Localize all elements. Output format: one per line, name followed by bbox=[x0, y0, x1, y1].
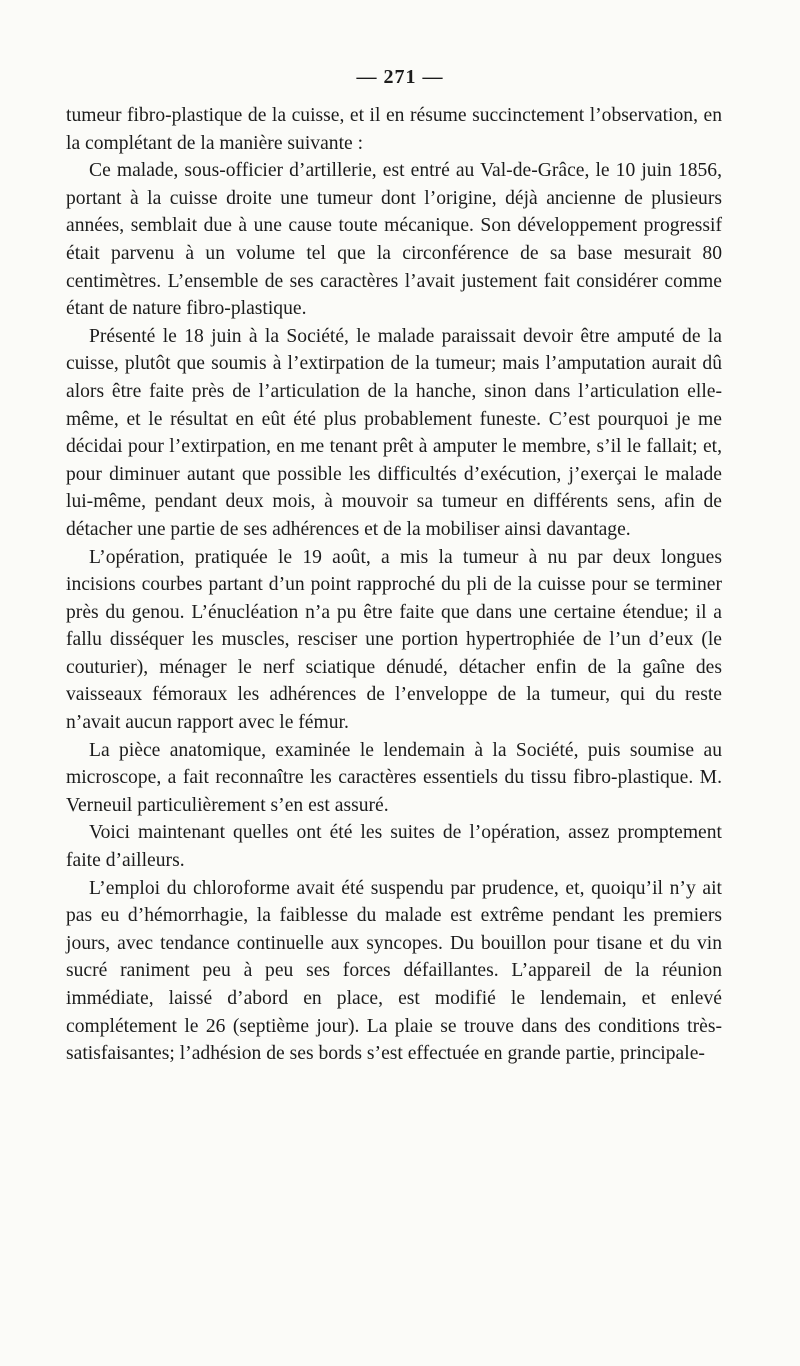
paragraph-4: L’opération, pratiquée le 19 août, a mis la tumeur à nu par deux longues incisions courbes partant d’un point rapproché du pli de la cuisse pour se terminer près du genou. L’énucléation n’a pu être faite que dans une certaine étendue; il a fallu disséquer les muscles, resciser une portion hypertrophiée de l’un d’eux (le couturier), ménager le nerf sciatique dénudé, détacher enfin de la gaîne des vaisseaux fémoraux les adhérences de l’enveloppe de la tumeur, qui du reste n’avait aucun rapport avec le fémur. bbox=[66, 546, 722, 734]
paragraph-3: Présenté le 18 juin à la Société, le malade paraissait devoir être amputé de la cuisse, plutôt que soumis à l’extirpation de la tumeur; mais l’amputation aurait dû alors être faite près de l’articulation de la hanche, sinon dans l’articulation elle-même, et le résultat en eût été plus probablement funeste. C’est pourquoi je me décidai pour l’extirpation, en me tenant prêt à amputer le membre, s’il le fallait; et, pour diminuer autant que possible les difficultés d’exécution, j’exerçai le malade lui-même, pendant deux mois, à mouvoir sa tumeur en différents sens, afin de détacher une partie de ses adhérences et de la mobiliser ainsi davantage. bbox=[66, 325, 722, 540]
paragraph-6: Voici maintenant quelles ont été les suites de l’opération, assez promptement faite d’ailleurs. bbox=[66, 822, 722, 872]
page-number: — 271 — bbox=[356, 66, 444, 88]
paragraph-5: La pièce anatomique, examinée le lendemain à la Société, puis soumise au microscope, a fait reconnaître les caractères essentiels du tissu fibro-plastique. M. Verneuil particulièrement s’en est assuré. bbox=[66, 739, 722, 816]
body-text bbox=[66, 102, 722, 1068]
paragraph-2: Ce malade, sous-officier d’artillerie, est entré au Val-de-Grâce, le 10 juin 1856, portant à la cuisse droite une tumeur dont l’origine, déjà ancienne de plusieurs années, semblait due à une cause toute mécanique. Son développement progressif était parvenu à un volume tel que la circonférence de sa base mesurait 80 centimètres. L’ensemble de ses caractères l’avait justement fait considérer comme étant de nature fibro-plastique. bbox=[66, 160, 722, 320]
paragraph-1: tumeur fibro-plastique de la cuisse, et il en résume succinctement l’observation, en la complétant de la manière suivante : bbox=[66, 105, 722, 154]
paragraph-7: L’emploi du chloroforme avait été suspendu par prudence, et, quoiqu’il n’y ait pas eu d’hémorrhagie, la faiblesse du malade est extrême pendant les premiers jours, avec tendance continuelle aux syncopes. Du bouillon pour tisane et du vin sucré raniment peu à peu ses forces défaillantes. L’appareil de la réunion immédiate, laissé d’abord en place, est modifié le lendemain, et enlevé complétement le 26 (septième jour). La plaie se trouve dans des conditions très-satisfaisantes; l’adhésion de ses bords s’est effectuée en grande partie, principale- bbox=[66, 877, 722, 1065]
